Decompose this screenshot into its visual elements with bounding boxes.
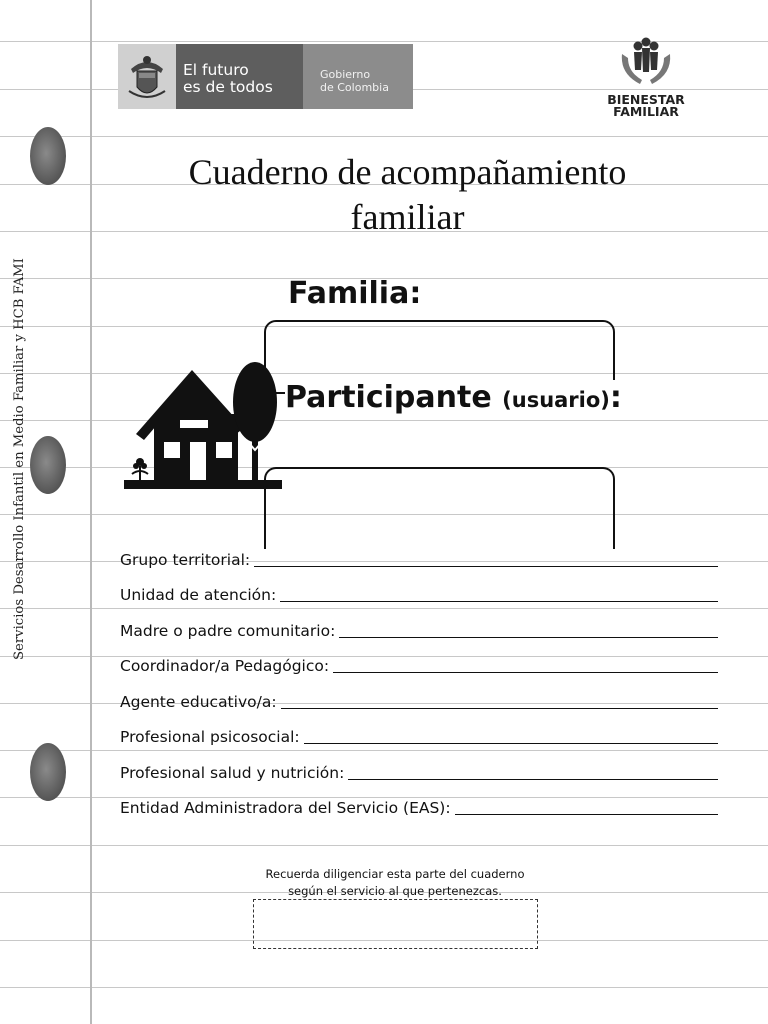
field-unidad-atencion[interactable]: [120, 572, 730, 608]
field-label: Coordinador/a Pedagógico:: [120, 657, 330, 675]
title-line2: familiar: [350, 197, 465, 237]
participante-colon: :: [609, 380, 622, 415]
gov-slogan: [176, 44, 303, 109]
field-line[interactable]: [455, 813, 718, 815]
field-label: Entidad Administradora del Servicio (EAS):: [120, 799, 451, 817]
field-line[interactable]: [348, 778, 718, 780]
field-line[interactable]: [254, 565, 718, 567]
ruled-line: [0, 136, 768, 137]
field-line[interactable]: [280, 600, 718, 602]
field-line[interactable]: [333, 671, 718, 673]
field-eas[interactable]: [120, 785, 730, 821]
house-icon: [124, 362, 284, 492]
field-line[interactable]: [339, 636, 718, 638]
binder-hole: [30, 127, 66, 185]
spine-text: [12, 258, 32, 660]
family-hands-icon: [616, 36, 676, 90]
ruled-line: [0, 420, 768, 421]
binder-hole: [30, 436, 66, 494]
gov-name: [303, 44, 413, 109]
bienestar-text-1: BIENESTAR: [607, 92, 685, 107]
field-line[interactable]: [304, 742, 718, 744]
binder-hole: [30, 743, 66, 801]
note-line1: Recuerda diligenciar esta parte del cuaderno: [265, 867, 525, 881]
bienestar-text-2: FAMILIAR: [613, 104, 679, 119]
reminder-note: [230, 866, 560, 900]
field-label: Agente educativo/a:: [120, 692, 277, 711]
gov-logo: [118, 44, 413, 109]
page-title: [140, 150, 675, 240]
field-profesional-psicosocial[interactable]: [120, 714, 730, 750]
field-line[interactable]: [281, 707, 718, 709]
field-label: Grupo territorial:: [120, 550, 251, 569]
gov-name-line2: de Colombia: [320, 81, 389, 94]
gov-slogan-line2: es de todos: [183, 78, 273, 96]
coat-of-arms-icon: [118, 44, 176, 109]
ruled-line: [0, 845, 768, 846]
participante-sub: (usuario): [502, 388, 610, 412]
field-profesional-salud[interactable]: [120, 749, 730, 785]
gov-slogan-line1: El futuro: [183, 61, 249, 79]
ruled-line: [0, 987, 768, 988]
field-agente-educativo[interactable]: [120, 678, 730, 714]
margin-line: [90, 0, 92, 1024]
field-label: Profesional salud y nutrición:: [120, 763, 345, 782]
field-grupo-territorial[interactable]: [120, 536, 730, 572]
field-label: Unidad de atención:: [120, 586, 277, 604]
form-fields: [120, 536, 730, 820]
service-stamp-box[interactable]: [253, 899, 538, 949]
title-line1: Cuaderno de acompañamiento: [188, 152, 627, 192]
spine-label: Servicios Desarrollo Infantil en Medio Familiar y HCB FAMI: [12, 258, 27, 660]
gov-name-line1: Gobierno: [320, 68, 371, 81]
participante-text: Participante: [285, 380, 492, 415]
field-label: Madre o padre comunitario:: [120, 621, 336, 640]
field-label: Profesional psicosocial:: [120, 728, 300, 746]
bienestar-familiar-logo: [606, 36, 686, 120]
familia-label: Familia:: [288, 276, 422, 311]
field-coordinador[interactable]: [120, 643, 730, 679]
note-line2: según el servicio al que pertenezcas.: [288, 884, 502, 898]
field-madre-padre[interactable]: [120, 607, 730, 643]
participante-label: [285, 380, 626, 415]
